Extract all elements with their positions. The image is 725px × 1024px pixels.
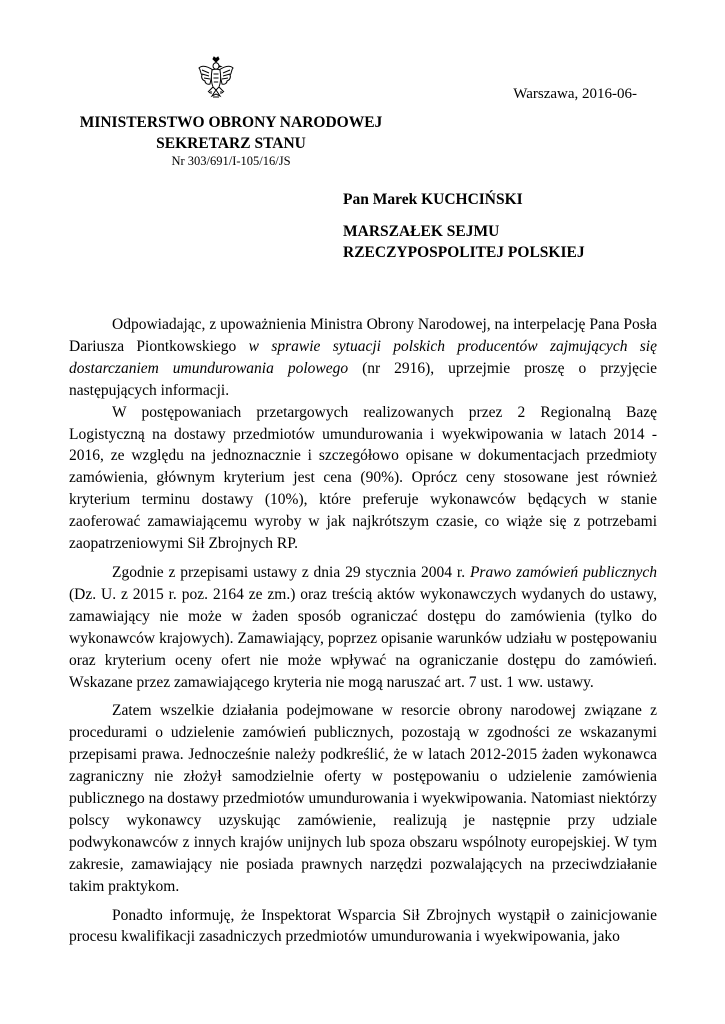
recipient-name: Pan Marek KUCHCIŃSKI xyxy=(343,191,523,208)
paragraph-3 xyxy=(69,562,657,693)
paragraph-1-italic: w sprawie sytuacji polskich producentów zajmujących się dostarczaniem umundurowania polowego xyxy=(69,337,657,377)
paragraph-4: Zatem wszelkie działania podejmowane w resorcie obrony narodowej związane z procedurami o udzielenie zamówień publicznych, pozostają w zgodności ze wskazanymi przepisami prawa. Jednocześnie należy podkreślić, że w latach 2012-2015 żaden wykonawca zagraniczny nie złożył samodzielnie oferty w postępowaniu o udzielenie zamówienia publicznego na dostawy przedmiotów umundurowania i wyekwipowania. Natomiast niektórzy polscy wykonawcy uzyskując zamówienie, realizują je następnie przy udziale podwykonawców z innych krajów unijnych lub spoza obszaru wspólnoty europejskiej. W tym zakresie, zamawiający nie posiada prawnych narzędzi pozwalających na przeciwdziałanie takim praktykom. xyxy=(69,702,657,895)
paragraph-5: Ponadto informuję, że Inspektorat Wsparcia Sił Zbrojnych wystąpił o zainicjowanie procesu kwalifikacji zasadniczych przedmiotów umundurowania i wyekwipowania, jako xyxy=(69,906,657,946)
paragraph-1-text-c: (nr 2916), uprzejmie proszę o przyjęcie następujących informacji. xyxy=(69,359,658,399)
paragraph-2: W postępowaniach przetargowych realizowanych przez 2 Regionalną Bazę Logistyczną na dostawy przedmiotów umundurowania i wyekwipowania w latach 2014 - 2016, ze względu na jednoznacznie i szczegółowo opisane w dokumentacjach przedmioty zamówienia, głównym kryterium jest cena (90%). Oprócz ceny stosowane jest również kryterium terminu dostawy (10%), które preferuje wykonawców będących w stanie zaoferować zamawiającemu wyroby w jak najkrótszym czasie, co wiąże się z potrzebami zaopatrzeniowymi Sił Zbrojnych RP. xyxy=(69,403,657,553)
letter-body xyxy=(69,314,657,948)
ministry-name: MINISTERSTWO OBRONY NARODOWEJ xyxy=(79,114,383,131)
paragraph-1 xyxy=(69,314,657,402)
polish-eagle-emblem-icon xyxy=(197,56,235,100)
recipient-title-line2: RZECZYPOSPOLITEJ POLSKIEJ xyxy=(343,244,585,261)
recipient-title-line1: MARSZAŁEK SEJMU xyxy=(343,223,500,240)
recipient-block xyxy=(343,191,585,263)
paragraph-3-text-a: Zgodnie z przepisami ustawy z dnia 29 stycznia 2004 r. xyxy=(112,563,470,581)
paragraph-1-text-a: Odpowiadając, z upoważnienia Ministra Obrony Narodowej, na interpelację Pana Posła Dariusza Piontkowskiego xyxy=(69,316,657,355)
issuer-block xyxy=(70,112,392,154)
ministry-position: SEKRETARZ STANU xyxy=(156,135,306,152)
paragraph-3-italic: Prawo zamówień publicznych xyxy=(469,563,657,581)
paragraph-3-text-c: (Dz. U. z 2015 r. poz. 2164 ze zm.) oraz treścią aktów wykonawczych wydanych do ustawy, zamawiający nie może w żaden sposób ograniczać dostępu do zamówienia (tylko do wykonawców krajowych). Zamawiający, poprzez opisanie warunków udziału w postępowaniu oraz kryterium oceny ofert nie może wpływać na ograniczanie dostępu do zamówień. Wskazane przez zamawiającego kryteria nie mogą naruszać art. 7 ust. 1 ww. ustawy. xyxy=(69,585,657,691)
reference-number: Nr 303/691/I-105/16/JS xyxy=(171,154,291,168)
document-date: Warszawa, 2016-06- xyxy=(513,86,637,102)
